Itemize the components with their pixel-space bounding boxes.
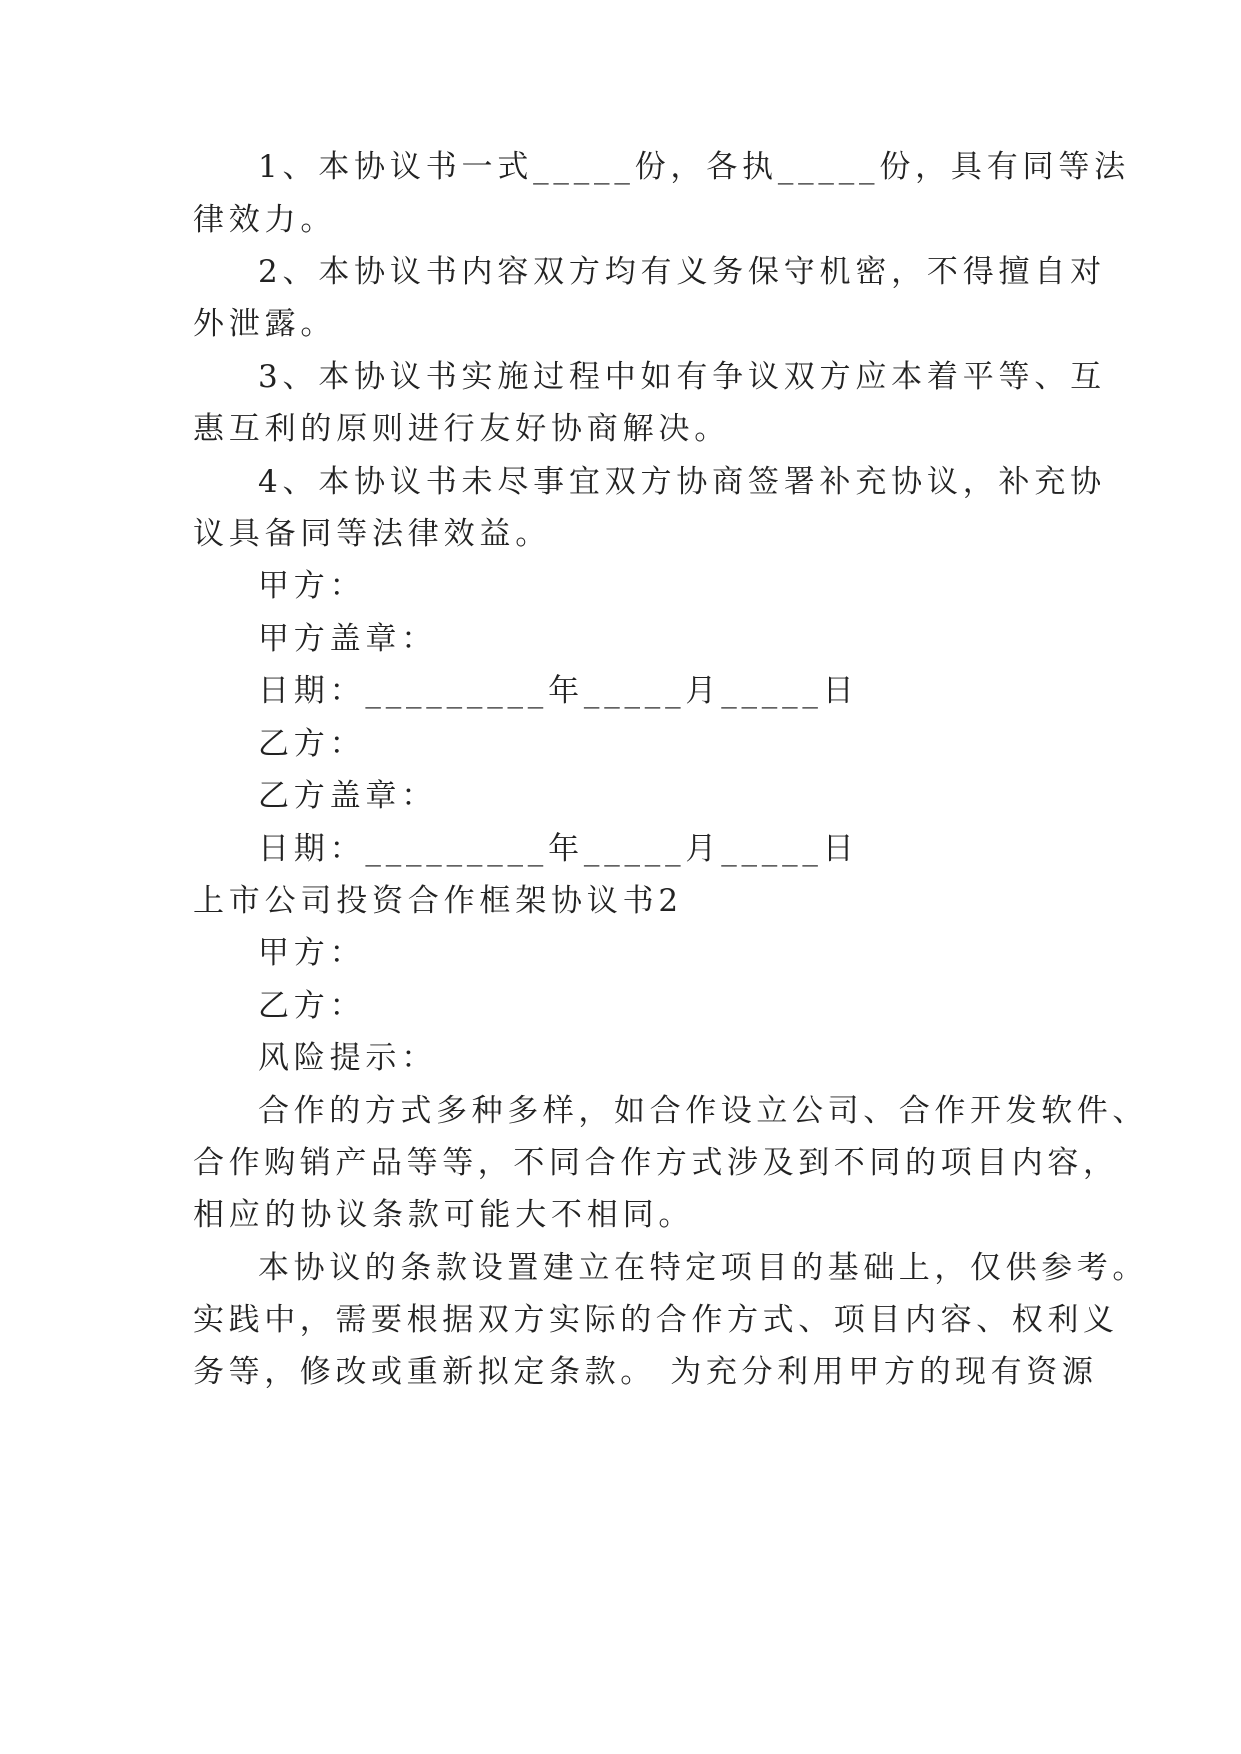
clause-1-line-2: 律效力。: [193, 202, 337, 238]
risk-paragraph-2-line-3: 务等，修改或重新拟定条款。 为充分利用甲方的现有资源: [193, 1354, 1098, 1390]
clause-4-line-1: 4、本协议书未尽事宜双方协商签署补充协议，补充协: [258, 464, 1106, 500]
risk-paragraph-1-line-1: 合作的方式多种多样，如合作设立公司、合作开发软件、: [258, 1093, 1148, 1129]
party-a-date: 日期：_________年_____月_____日: [258, 673, 859, 709]
party-b-date: 日期：_________年_____月_____日: [258, 831, 859, 867]
party-a-label: 甲方：: [258, 568, 366, 604]
risk-paragraph-1-line-2: 合作购销产品等等，不同合作方式涉及到不同的项目内容，: [193, 1145, 1119, 1181]
risk-paragraph-2-line-1: 本协议的条款设置建立在特定项目的基础上，仅供参考。: [258, 1250, 1148, 1286]
clause-4-line-2: 议具备同等法律效益。: [193, 516, 551, 552]
clause-2-line-1: 2、本协议书内容双方均有义务保守机密，不得擅自对: [258, 254, 1106, 290]
clause-1-line-1: 1、本协议书一式_____份，各执_____份，具有同等法: [258, 149, 1130, 185]
party-b-seal-label: 乙方盖章：: [258, 778, 437, 814]
risk-paragraph-2-line-2: 实践中，需要根据双方实际的合作方式、项目内容、权利义: [193, 1302, 1119, 1338]
risk-heading: 风险提示：: [258, 1040, 437, 1076]
second-party-b-label: 乙方：: [258, 988, 366, 1024]
clause-2-line-2: 外泄露。: [193, 306, 337, 342]
risk-paragraph-1-line-3: 相应的协议条款可能大不相同。: [193, 1197, 695, 1233]
clause-3-line-1: 3、本协议书实施过程中如有争议双方应本着平等、互: [258, 359, 1106, 395]
second-agreement-title: 上市公司投资合作框架协议书2: [193, 883, 683, 919]
party-b-label: 乙方：: [258, 726, 366, 762]
party-a-seal-label: 甲方盖章：: [258, 621, 437, 657]
second-party-a-label: 甲方：: [258, 935, 366, 971]
clause-3-line-2: 惠互利的原则进行友好协商解决。: [193, 411, 730, 447]
